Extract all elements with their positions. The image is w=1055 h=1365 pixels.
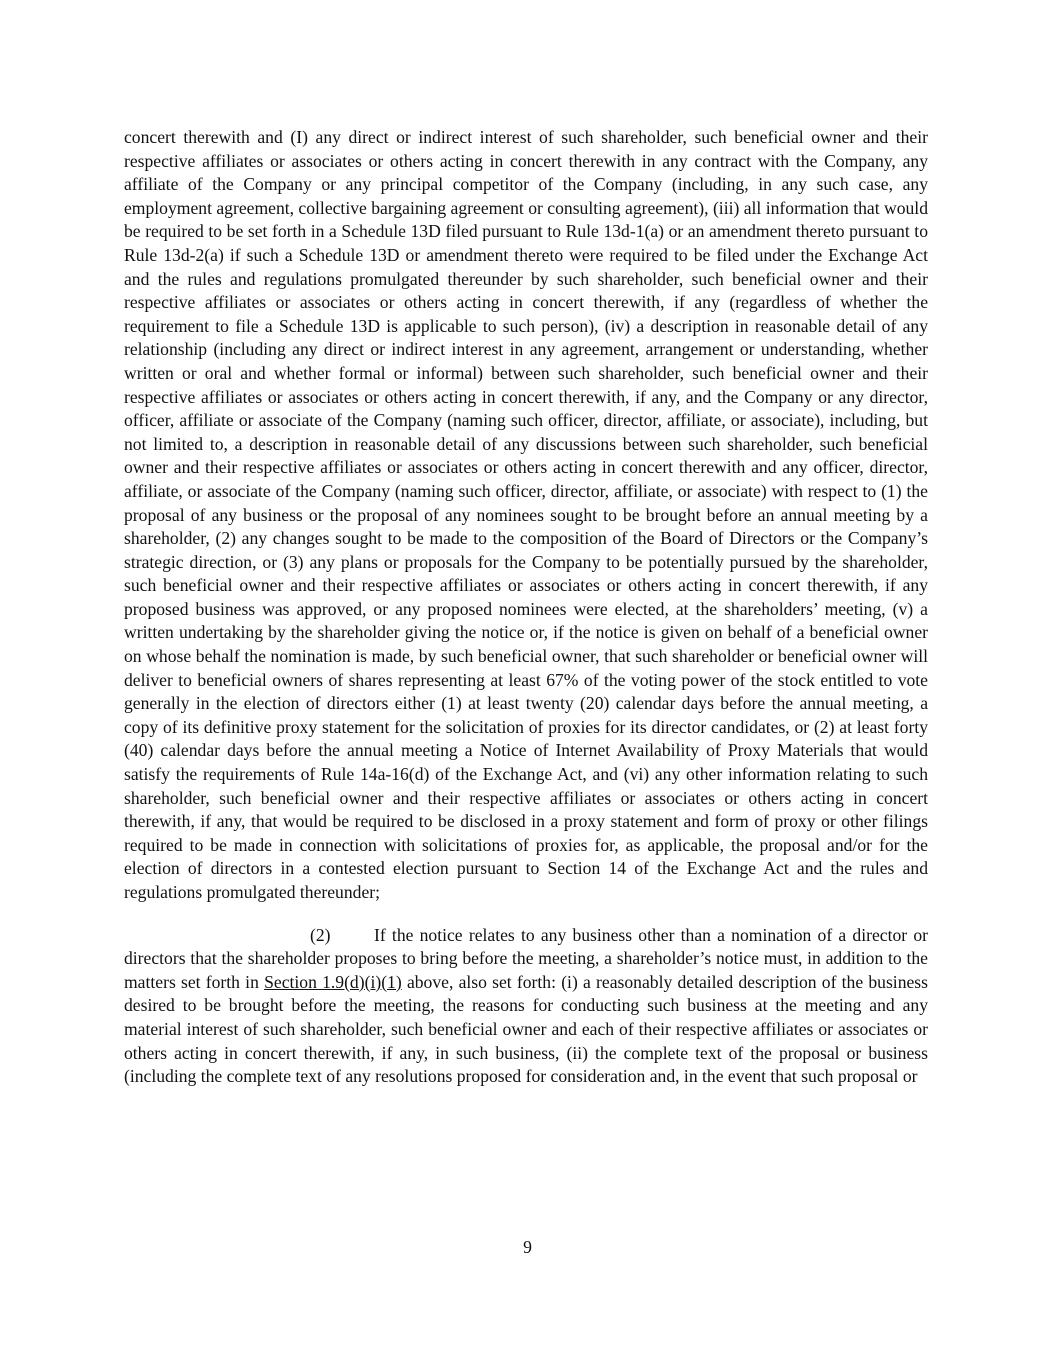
section-cross-reference: Section 1.9(d)(i)(1) — [264, 971, 402, 992]
document-page — [124, 126, 928, 1089]
body-paragraph-continuation: concert therewith and (I) any direct or indirect interest of such shareholder, such beneficial owner and their respective affiliates or associates or others acting in concert therewith in any contract with the Company, any affiliate of the Company or any principal competitor of the Company (including, in any such case, any employment agreement, collective bargaining agreement or consulting agreement), (iii) all information that would be required to be set forth in a Schedule 13D filed pursuant to Rule 13d-1(a) or an amendment thereto pursuant to Rule 13d-2(a) if such a Schedule 13D or amendment thereto were required to be filed under the Exchange Act and the rules and regulations promulgated thereunder by such shareholder, such beneficial owner and their respective affiliates or associates or others acting in concert therewith, if any (regardless of whether the requirement to file a Schedule 13D is applicable to such person), (iv) a description in reasonable detail of any relationship (including any direct or indirect interest in any agreement, arrangement or understanding, whether written or oral and whether formal or informal) between such shareholder, such beneficial owner and their respective affiliates or associates or others acting in concert therewith, if any, and the Company or any director, officer, affiliate or associate of the Company (naming such officer, director, affiliate, or associate), including, but not limited to, a description in reasonable detail of any discussions between such shareholder, such beneficial owner and their respective affiliates or associates or others acting in concert therewith and any officer, director, affiliate, or associate of the Company (naming such officer, director, affiliate, or associate) with respect to (1) the proposal of any business or the proposal of any nominees sought to be brought before an annual meeting by a shareholder, (2) any changes sought to be made to the composition of the Board of Directors or the Company’s strategic direction, or (3) any plans or proposals for the Company to be potentially pursued by the shareholder, such beneficial owner and their respective affiliates or associates or others acting in concert therewith, if any proposed business was approved, or any proposed nominees were elected, at the shareholders’ meeting, (v) a written undertaking by the shareholder giving the notice or, if the notice is given on behalf of a beneficial owner on whose behalf the nomination is made, by such beneficial owner, that such shareholder or beneficial owner will deliver to beneficial owners of shares representing at least 67% of the voting power of the stock entitled to vote generally in the election of directors either (1) at least twenty (20) calendar days before the annual meeting, a copy of its definitive proxy statement for the solicitation of proxies for its director candidates, or (2) at least forty (40) calendar days before the annual meeting a Notice of Internet Availability of Proxy Materials that would satisfy the requirements of Rule 14a-16(d) of the Exchange Act, and (vi) any other information relating to such shareholder, such beneficial owner and their respective affiliates or associates or others acting in concert therewith, if any, that would be required to be disclosed in a proxy statement and form of proxy or other filings required to be made in connection with solicitations of proxies for, as applicable, the proposal and/or for the election of directors in a contested election pursuant to Section 14 of the Exchange Act and the rules and regulations promulgated thereunder; — [124, 127, 928, 902]
subsection-text-end: above, also set forth: (i) a reasonably detailed description of the business desired to be brought before the meeting, the reasons for conducting such business at the meeting and any material interest of such shareholder, such beneficial owner and each of their respective affiliates or associates or others acting in concert therewith, if any, in such business, (ii) the complete text of the proposal or business (including the complete text of any resolutions proposed for consideration and, in the event that such proposal or — [124, 971, 928, 1087]
subsection-number: (2) — [310, 924, 331, 945]
body-paragraph-subsection-2 — [124, 924, 928, 1089]
subsection-text-start: If the notice relates to any business other than a nomination of a director or directors that the shareholder proposes to bring before the meeting, a shareholder’s notice must, in addition to the matters set forth in — [124, 924, 928, 992]
page-number: 9 — [523, 1237, 532, 1257]
